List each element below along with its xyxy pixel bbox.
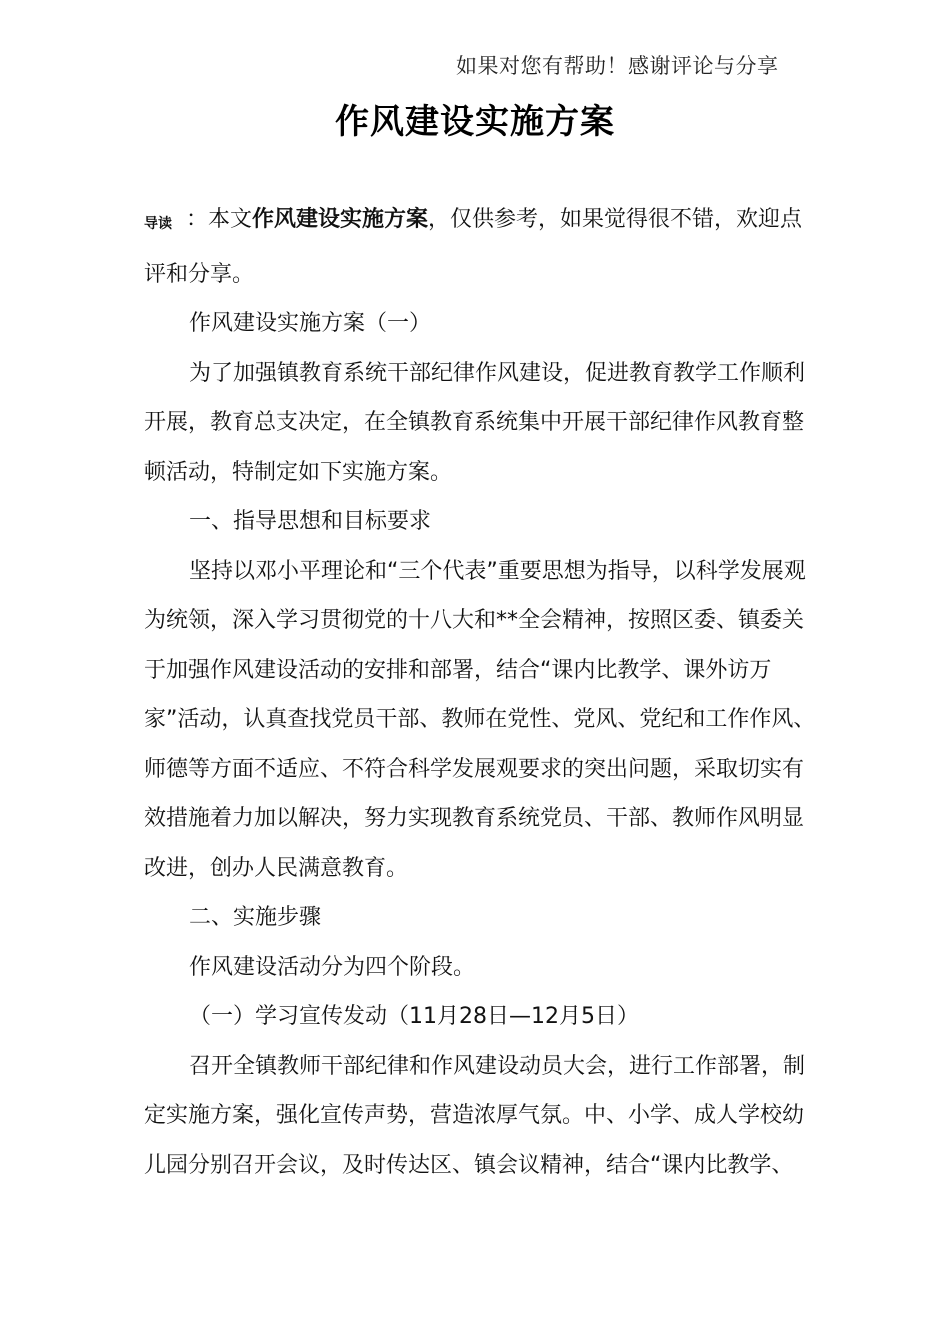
section-heading: 作风建设实施方案（一） xyxy=(189,311,432,336)
body-paragraph: 坚持以邓小平理论和“三个代表”重要思想为指导，以科学发展观为统领，深入学习贯彻党的十八大和**全会精神，按照区委、镇委关于加强作风建设活动的安排和部署，结合“课内比教学、课外访万家”活动，认真查找党员干部、教师在党性、党风、党纪和工作作风、师德等方面不适应、不符合科学发展观要求的突出问题，采取切实有效措施着力加以解决，努力实现教育系统党员、干部、教师作风明显改进，创办人民满意教育。 xyxy=(144,558,816,881)
header-note: 如果对您有帮助！感谢评论与分享 xyxy=(456,54,779,78)
section-heading: 二、实施步骤 xyxy=(189,905,322,930)
section-heading: 一、指导思想和目标要求 xyxy=(189,509,432,534)
body-paragraph: 召开全镇教师干部纪律和作风建设动员大会，进行工作部署，制定实施方案，强化宣传声势，营造浓厚气氛。中、小学、成人学校幼儿园分别召开会议，及时传达区、镇会议精神，结合“课内比教学、 xyxy=(144,1053,806,1178)
document-title: 作风建设实施方案 xyxy=(335,102,615,142)
body-paragraph: 作风建设活动分为四个阶段。 xyxy=(189,954,476,980)
intro-text-after: ，仅供参考，如果觉得很不错，欢迎点评和分享。 xyxy=(144,207,803,287)
intro-paragraph xyxy=(144,195,820,299)
intro-title-bold: 作风建设实施方案 xyxy=(252,207,429,232)
body-paragraph: 为了加强镇教育系统干部纪律作风建设，促进教育教学工作顺利开展，教育总支决定，在全镇教育系统集中开展干部纪律作风教育整顿活动，特制定如下实施方案。 xyxy=(144,360,806,485)
document-body xyxy=(144,195,820,1190)
subsection-heading: （一）学习宣传发动（11月28日—12月5日） xyxy=(189,1004,639,1029)
intro-tag: 导读 xyxy=(144,216,172,232)
intro-text-before: ：本文 xyxy=(186,207,253,232)
